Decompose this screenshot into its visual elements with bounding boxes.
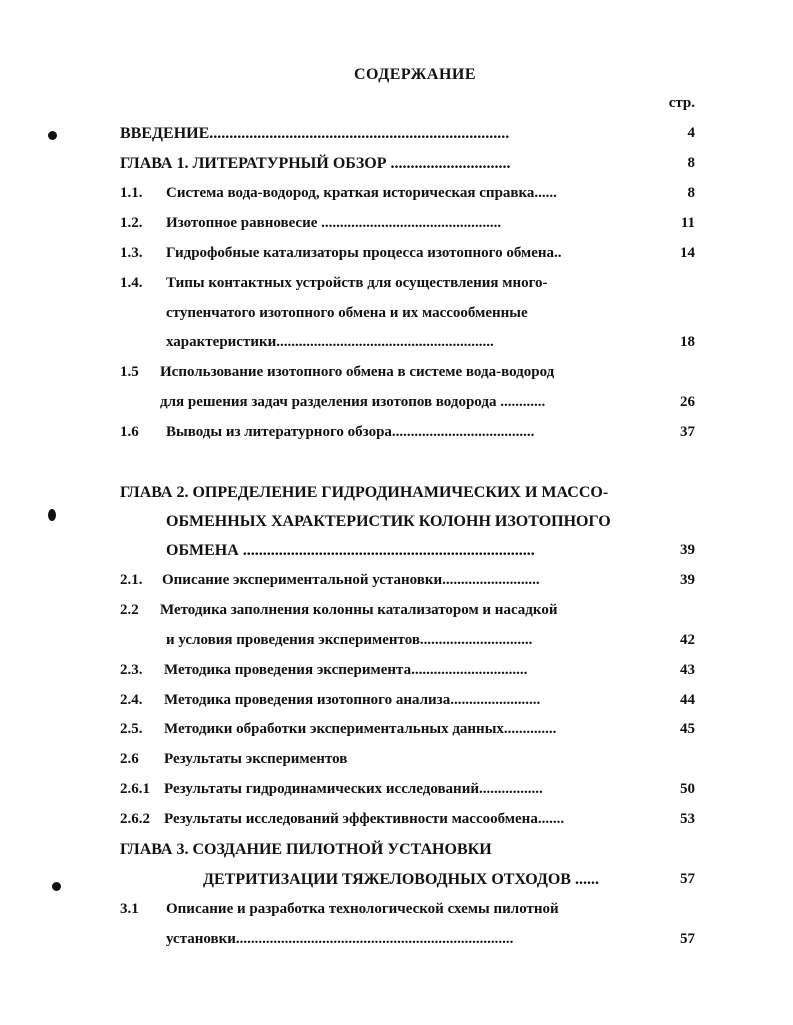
toc-entry-number: 1.3. — [120, 245, 143, 261]
toc-entry-number: 1.1. — [120, 185, 143, 201]
toc-entry-number: 1.5 — [120, 364, 139, 380]
document-title: СОДЕРЖАНИЕ — [353, 66, 477, 83]
toc-entry-text: Методики обработки экспериментальных данных.............. — [164, 721, 557, 737]
toc-entry — [120, 572, 540, 589]
toc-entry-text: ступенчатого изотопного обмена и их массообменные — [166, 305, 528, 321]
toc-page-number: 8 — [687, 185, 695, 201]
toc-page-number: 57 — [680, 931, 695, 947]
toc-entry — [120, 602, 557, 619]
toc-entry-number: 2.6 — [120, 751, 139, 767]
toc-page-number: 50 — [680, 781, 695, 797]
toc-entry-continuation — [166, 632, 532, 649]
toc-entry-number: 3.1 — [120, 901, 139, 917]
toc-entry-text: установки.......................................................................... — [166, 931, 514, 947]
toc-entry-number: 1.2. — [120, 215, 143, 231]
toc-entry-text: ГЛАВА 1. ЛИТЕРАТУРНЫЙ ОБЗОР .............................. — [120, 155, 511, 172]
toc-entry-text: Результаты экспериментов — [164, 751, 348, 767]
toc-entry-continuation — [166, 542, 535, 560]
toc-entry-text: ГЛАВА 3. СОЗДАНИЕ ПИЛОТНОЙ УСТАНОВКИ — [120, 841, 492, 858]
toc-entry-number: 1.4. — [120, 275, 143, 291]
toc-entry-number: 1.6 — [120, 424, 139, 440]
toc-entry-text: Описание экспериментальной установки.......................... — [162, 572, 540, 588]
toc-entry — [120, 364, 554, 381]
toc-page-number: 42 — [680, 632, 695, 648]
toc-page-number: 11 — [680, 215, 695, 231]
toc-entry — [120, 781, 543, 798]
toc-entry — [120, 215, 501, 232]
toc-entry-text: Изотопное равновесие ................................................ — [166, 215, 502, 231]
toc-entry-text: ВВЕДЕНИЕ........................................................................... — [120, 125, 510, 142]
toc-page-number: 44 — [680, 692, 695, 708]
toc-entry-text: Методика проведения эксперимента............................... — [164, 662, 528, 678]
toc-entry-number: 2.2 — [120, 602, 139, 618]
toc-entry — [120, 811, 564, 828]
toc-entry — [120, 692, 540, 709]
toc-entry — [120, 155, 511, 173]
toc-entry — [120, 125, 509, 143]
toc-page-number: 39 — [680, 542, 695, 558]
toc-entry — [120, 424, 534, 441]
page-column-header: стр. — [668, 95, 695, 111]
scan-speck-mark — [48, 131, 57, 140]
toc-entry-continuation — [166, 931, 513, 948]
toc-entry-number: 2.1. — [120, 572, 143, 588]
toc-entry-number: 2.6.1 — [120, 781, 150, 797]
toc-entry-continuation — [166, 513, 611, 531]
toc-page-number: 43 — [680, 662, 695, 678]
toc-page-number: 18 — [680, 334, 695, 350]
toc-entry — [120, 901, 559, 918]
toc-page-number: 57 — [680, 871, 695, 887]
toc-entry-text: ОБМЕННЫХ ХАРАКТЕРИСТИК КОЛОНН ИЗОТОПНОГО — [166, 513, 611, 530]
toc-entry-continuation — [160, 394, 545, 411]
toc-entry — [120, 275, 548, 292]
toc-entry-text: Использование изотопного обмена в системе вода-водород — [160, 364, 555, 380]
toc-entry-number: 2.5. — [120, 721, 143, 737]
toc-page-number: 26 — [680, 394, 695, 410]
toc-page-number: 37 — [680, 424, 695, 440]
toc-entry-continuation — [203, 871, 599, 889]
toc-entry-text: ОБМЕНА ......................................................................... — [166, 542, 535, 559]
toc-entry-text: Система вода-водород, краткая историческая справка...... — [166, 185, 557, 201]
toc-entry-text: ГЛАВА 2. ОПРЕДЕЛЕНИЕ ГИДРОДИНАМИЧЕСКИХ И МАССО- — [120, 484, 609, 501]
toc-entry-text: Методика заполнения колонны катализатором и насадкой — [160, 602, 558, 618]
toc-page-number: 39 — [680, 572, 695, 588]
toc-page-number: 45 — [680, 721, 695, 737]
toc-entry-text: Типы контактных устройств для осуществления много- — [166, 275, 548, 291]
toc-entry-text: для решения задач разделения изотопов водорода ............ — [160, 394, 546, 410]
toc-entry — [120, 841, 492, 859]
toc-entry-number: 2.4. — [120, 692, 143, 708]
scan-speck-mark — [52, 882, 61, 891]
toc-entry — [120, 245, 562, 262]
toc-entry-number: 2.6.2 — [120, 811, 150, 827]
toc-entry-text: Гидрофобные катализаторы процесса изотопного обмена.. — [166, 245, 562, 261]
toc-entry-text: Результаты исследований эффективности массообмена....... — [164, 811, 565, 827]
toc-entry — [120, 751, 347, 768]
toc-page-number: 53 — [680, 811, 695, 827]
toc-entry — [120, 721, 556, 738]
toc-page-number: 4 — [687, 125, 695, 141]
toc-entry-text: Результаты гидродинамических исследований................. — [164, 781, 543, 797]
toc-entry-text: Описание и разработка технологической схемы пилотной — [166, 901, 559, 917]
toc-entry-continuation — [166, 334, 494, 351]
toc-entry-text: и условия проведения экспериментов.............................. — [166, 632, 533, 648]
toc-entry-text: Выводы из литературного обзора...................................... — [166, 424, 535, 440]
toc-entry — [120, 662, 527, 679]
toc-page-number: 8 — [687, 155, 695, 171]
toc-entry-text: Методика проведения изотопного анализа........................ — [164, 692, 541, 708]
toc-entry — [120, 484, 608, 502]
toc-entry-number: 2.3. — [120, 662, 143, 678]
scan-speck-mark — [48, 509, 56, 521]
toc-entry-text: ДЕТРИТИЗАЦИИ ТЯЖЕЛОВОДНЫХ ОТХОДОВ ...... — [203, 871, 599, 888]
toc-entry-continuation — [166, 305, 528, 322]
toc-entry-text: характеристики.......................................................... — [166, 334, 494, 350]
toc-entry — [120, 185, 557, 202]
toc-page-number: 14 — [680, 245, 695, 261]
